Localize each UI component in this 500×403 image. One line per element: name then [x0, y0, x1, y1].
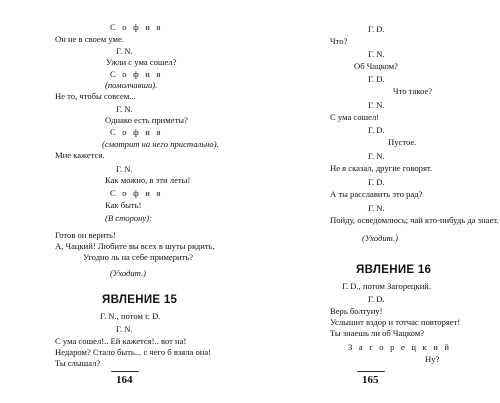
dialogue-line: Что такое?	[393, 86, 433, 96]
speaker-name: З а г о р е ц к и й	[348, 342, 452, 352]
page-number-rule	[111, 371, 139, 372]
dialogue-line: Не я сказал, другие говорят.	[330, 163, 433, 173]
speaker-name: Г. N.	[368, 203, 385, 213]
speaker-name: Г. N.	[116, 104, 133, 114]
dialogue-line: Угодно ль на себе примерить?	[83, 252, 194, 262]
dialogue-line: Как быть!	[105, 200, 142, 210]
dialogue-line: Что?	[330, 36, 348, 46]
dialogue-line: А, Чацкий! Любите вы всех в шуты рядить,	[55, 241, 215, 251]
dialogue-line: Пойду, осведомлюсь; чай кто-нибудь да знает.	[330, 215, 499, 225]
dialogue-line: Он не в своем уме.	[55, 34, 124, 44]
dialogue-line: Недаром? Стало быть... с чего б взяла она!	[55, 347, 212, 357]
scene-heading: ЯВЛЕНИЕ 15	[102, 294, 178, 306]
speaker-name: Г. N.	[116, 164, 133, 174]
dialogue-line: Пустое.	[388, 137, 417, 147]
dialogue-line: Однако есть приметы?	[105, 115, 188, 125]
dialogue-line: Ну?	[425, 354, 440, 364]
page-number-rule	[357, 371, 385, 372]
speaker-name: С о ф и я	[110, 69, 163, 79]
speaker-name: С о ф и я	[110, 188, 163, 198]
speaker-name: Г. N.	[368, 100, 385, 110]
scene-heading: ЯВЛЕНИЕ 16	[356, 264, 432, 276]
dialogue-line: Ты слышал?	[55, 358, 101, 368]
dialogue-line: С ума сошел!	[330, 112, 380, 122]
speaker-name: Г. N.	[116, 324, 133, 334]
speaker-name: Г. N.	[116, 46, 133, 56]
dialogue-line: Как можно, в эти леты!	[105, 175, 191, 185]
scene-characters: Г. D., потом Загорецкий.	[342, 281, 432, 291]
dialogue-line: Мне кажется.	[55, 150, 105, 160]
speaker-name: Г. D.	[368, 24, 385, 34]
dialogue-line: Ты знаешь ли об Чацком?	[330, 328, 425, 338]
dialogue-line: Готов он верить!	[55, 230, 116, 240]
right-page	[250, 0, 500, 403]
dialogue-line: А ты расславить это рад?	[330, 189, 423, 199]
page-number: 164	[116, 374, 133, 386]
dialogue-line: Верь болтуну!	[330, 306, 383, 316]
speaker-name: Г. N.	[368, 151, 385, 161]
speaker-name: Г. N.	[368, 49, 385, 59]
dialogue-line: Услышит вздор и тотчас повторяет!	[330, 317, 461, 327]
scene-characters: Г. N., потом г. D.	[100, 311, 161, 321]
speaker-name: Г. D.	[368, 125, 385, 135]
speaker-name: Г. D.	[368, 74, 385, 84]
speaker-name: С о ф и я	[110, 127, 163, 137]
dialogue-line: Ужли с ума сошел?	[106, 57, 177, 67]
stage-direction: (Уходит.)	[110, 268, 146, 278]
dialogue-line: С ума сошел!.. Ей кажется!.. вот на!	[55, 336, 187, 346]
stage-direction: (смотрит на него пристально).	[102, 139, 219, 149]
dialogue-line: Об Чацком?	[354, 61, 398, 71]
speaker-name: Г. D.	[368, 294, 385, 304]
dialogue-line: Не то, чтобы совсем...	[55, 91, 136, 101]
speaker-name: С о ф и я	[110, 22, 163, 32]
stage-direction: (Уходит.)	[362, 233, 398, 243]
page-number: 165	[362, 374, 379, 386]
speaker-name: Г. D.	[368, 177, 385, 187]
stage-direction: (помолчавши).	[105, 80, 158, 90]
stage-direction: (В сторону):	[105, 213, 152, 223]
